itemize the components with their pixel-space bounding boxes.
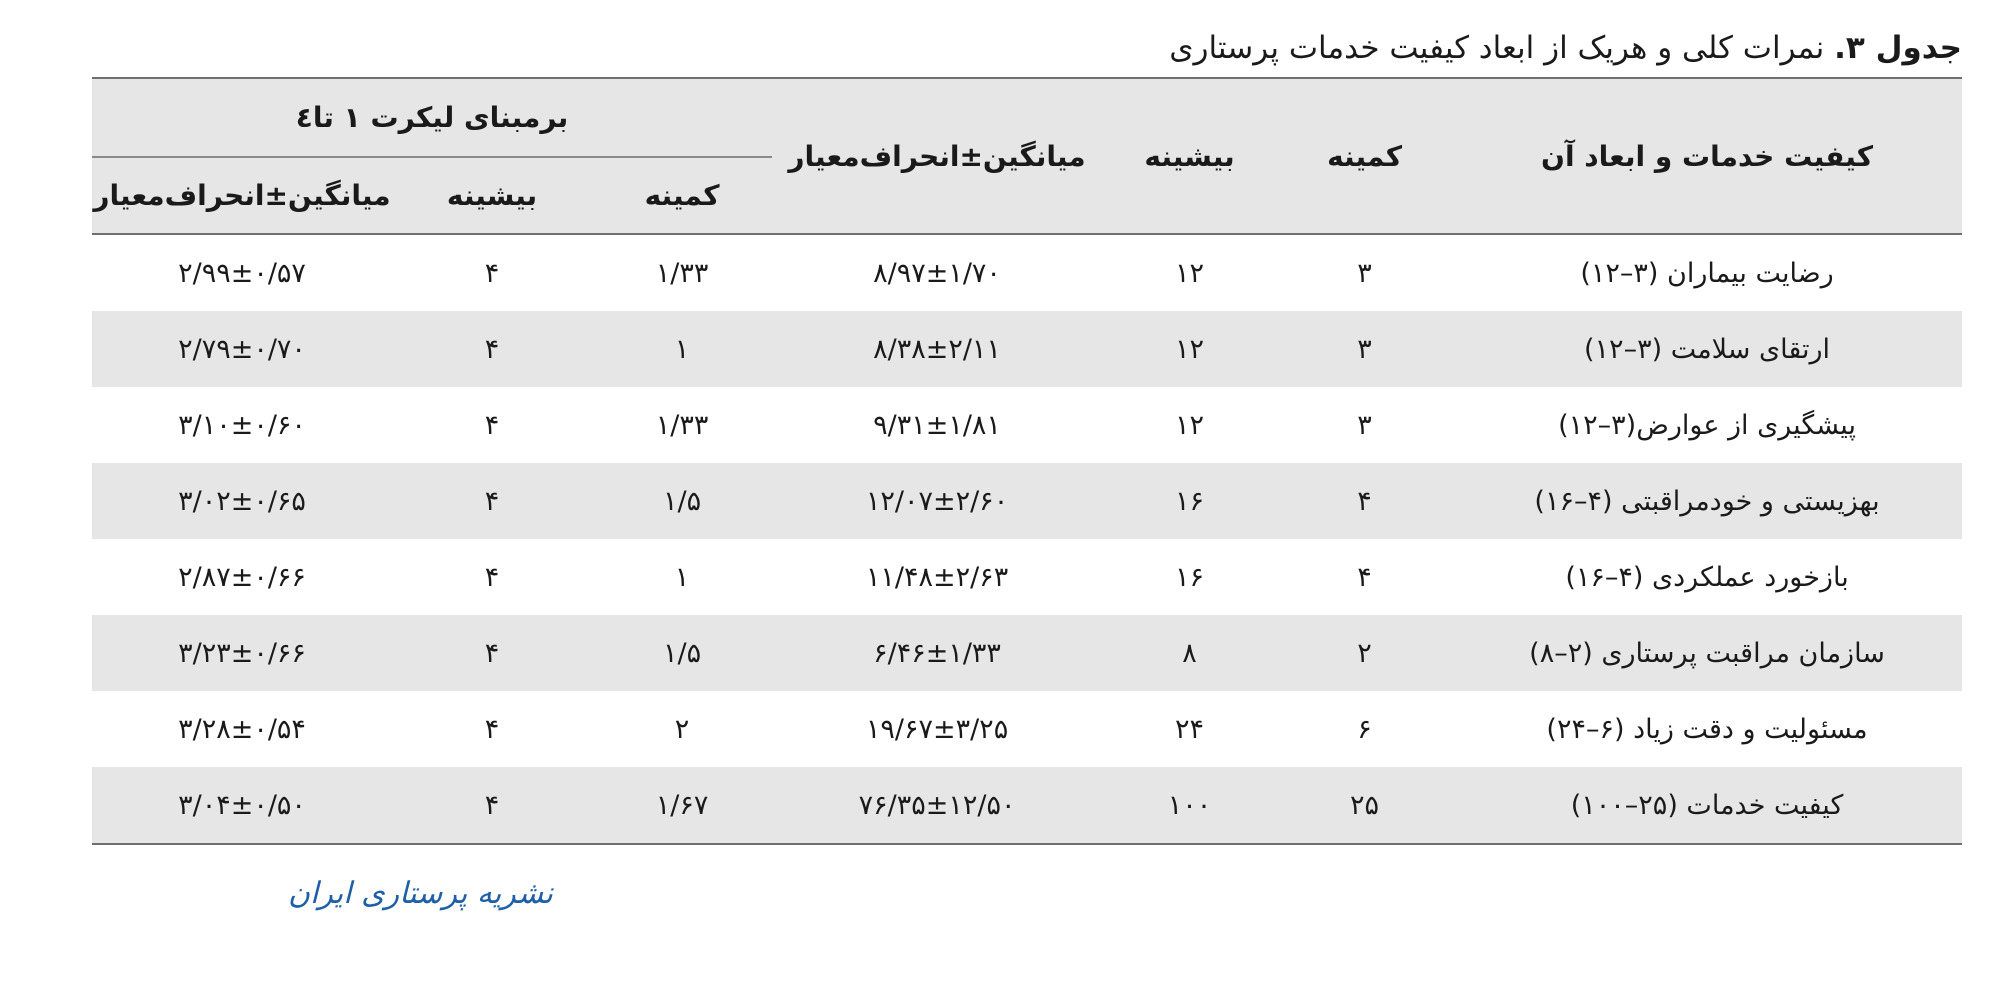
journal-logo: [92, 855, 553, 925]
journal-logo-mark: [92, 855, 553, 925]
cell-likert-min: ۱: [674, 333, 690, 365]
cell-min: ۳: [1357, 257, 1372, 289]
cell-min: ۴: [1357, 485, 1372, 517]
cell-dimension: مسئولیت و دقت زیاد (۶–۲۴): [1546, 713, 1868, 745]
cell-max: ۱۲: [1175, 409, 1205, 441]
cell-likert-min: ۱/۶۷: [655, 789, 709, 821]
header-mean-sd: میانگین±انحراف‌معیار: [788, 139, 1086, 173]
cell-likert-mean-sd: ۲/۸۷±۰/۶۶: [178, 561, 306, 593]
cell-max: ۲۴: [1175, 713, 1205, 745]
cell-likert-mean-sd: ۳/۰۴±۰/۵۰: [178, 789, 306, 821]
header-max: بیشینه: [1144, 139, 1235, 173]
cell-likert-mean-sd: ۳/۱۰±۰/۶۰: [178, 409, 306, 441]
cell-likert-mean-sd: ۳/۲۳±۰/۶۶: [178, 637, 306, 669]
cell-likert-max: ۴: [484, 409, 500, 441]
table-row: [92, 615, 1962, 691]
cell-dimension: رضایت بیماران (۳–۱۲): [1580, 257, 1834, 289]
cell-likert-max: ۴: [484, 333, 500, 365]
results-table: [92, 77, 1962, 845]
cell-likert-min: ۱/۵: [662, 485, 702, 517]
cell-likert-mean-sd: ۲/۷۹±۰/۷۰: [178, 333, 306, 365]
cell-likert-min: ۱/۳۳: [655, 257, 709, 289]
cell-mean-sd: ۸/۳۸±۲/۱۱: [873, 333, 1001, 365]
cell-likert-min: ۱/۳۳: [655, 409, 709, 441]
cell-likert-mean-sd: ۳/۲۸±۰/۵۴: [178, 713, 306, 745]
table-row: [92, 767, 1962, 844]
table-caption: [1169, 30, 1962, 66]
header-min: کمینه: [1327, 139, 1402, 173]
table-row: [92, 539, 1962, 615]
table-row: [92, 691, 1962, 767]
cell-max: ۱۰۰: [1167, 789, 1212, 821]
cell-min: ۳: [1357, 409, 1372, 441]
header-likert-mean-sd: میانگین±انحراف‌معیار: [93, 179, 391, 212]
cell-mean-sd: ۱۱/۴۸±۲/۶۳: [865, 561, 1009, 593]
cell-mean-sd: ۸/۹۷±۱/۷۰: [873, 257, 1001, 289]
table-row: [92, 311, 1962, 387]
cell-likert-max: ۴: [484, 257, 500, 289]
cell-min: ۴: [1357, 561, 1372, 593]
cell-min: ۶: [1357, 713, 1372, 745]
cell-max: ۱۶: [1175, 561, 1205, 593]
cell-dimension: بازخورد عملکردی (۴–۱۶): [1565, 561, 1849, 593]
cell-mean-sd: ۹/۳۱±۱/۸۱: [873, 409, 1001, 441]
cell-mean-sd: ۱۲/۰۷±۲/۶۰: [865, 485, 1009, 517]
results-table-container: [92, 77, 1962, 845]
cell-likert-mean-sd: ۳/۰۲±۰/۶۵: [178, 485, 306, 517]
table-body: [92, 234, 1962, 844]
cell-max: ۸: [1182, 637, 1197, 669]
cell-max: ۱۲: [1175, 257, 1205, 289]
table-row: [92, 234, 1962, 311]
cell-dimension: سازمان مراقبت پرستاری (۲–۸): [1529, 637, 1885, 669]
caption-label: جدول ۳.: [1834, 30, 1962, 66]
caption-text: نمرات کلی و هریک از ابعاد کیفیت خدمات پرستاری: [1169, 30, 1835, 66]
cell-max: ۱۲: [1175, 333, 1205, 365]
header-dimension: کیفیت خدمات و ابعاد آن: [1541, 139, 1874, 173]
cell-dimension: ارتقای سلامت (۳–۱۲): [1584, 333, 1831, 365]
cell-dimension: کیفیت خدمات (۲۵–۱۰۰): [1570, 789, 1844, 821]
cell-likert-mean-sd: ۲/۹۹±۰/۵۷: [178, 257, 306, 289]
cell-likert-max: ۴: [484, 561, 500, 593]
cell-likert-min: ۱: [674, 561, 690, 593]
cell-likert-min: ۲: [674, 713, 690, 745]
cell-mean-sd: ۱۹/۶۷±۳/۲۵: [865, 713, 1009, 745]
header-likert-max: بیشینه: [446, 179, 538, 212]
cell-mean-sd: ۶/۴۶±۱/۳۳: [873, 637, 1001, 669]
cell-likert-max: ۴: [484, 637, 500, 669]
header-likert-group: برمبنای لیکرت ۱ تا٤: [92, 78, 772, 157]
journal-logo-text: نشریه پرستاری ایران: [288, 876, 553, 911]
table-header: [92, 78, 1962, 234]
cell-likert-min: ۱/۵: [662, 637, 702, 669]
cell-min: ۳: [1357, 333, 1372, 365]
cell-likert-max: ۴: [484, 713, 500, 745]
cell-dimension: بهزیستی و خودمراقبتی (۴–۱۶): [1534, 485, 1880, 517]
table-row: [92, 387, 1962, 463]
cell-likert-max: ۴: [484, 789, 500, 821]
cell-dimension: پیشگیری از عوارض(۳–۱۲): [1558, 409, 1856, 441]
cell-max: ۱۶: [1175, 485, 1205, 517]
header-likert-min: کمینه: [644, 179, 720, 212]
cell-min: ۲۵: [1350, 789, 1380, 821]
cell-mean-sd: ۷۶/۳۵±۱۲/۵۰: [858, 789, 1016, 821]
cell-min: ۲: [1357, 637, 1372, 669]
cell-likert-max: ۴: [484, 485, 500, 517]
table-row: [92, 463, 1962, 539]
